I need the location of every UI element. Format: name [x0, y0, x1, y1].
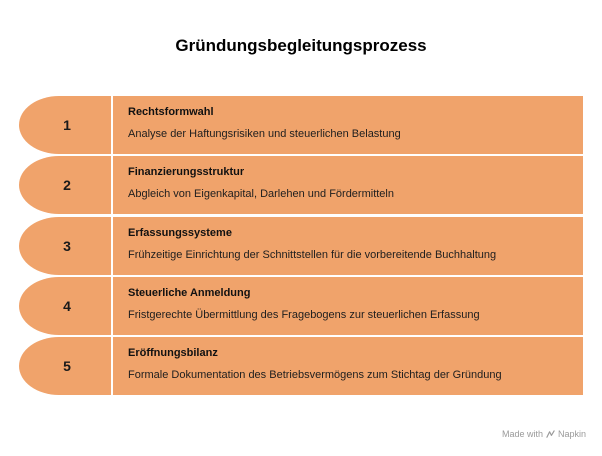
process-step	[19, 217, 583, 275]
step-number: 1	[63, 117, 71, 133]
step-number: 2	[63, 177, 71, 193]
step-number-badge	[19, 156, 111, 214]
step-content-box	[113, 156, 583, 214]
step-number-badge	[19, 217, 111, 275]
napkin-logo-icon	[546, 430, 555, 439]
step-title: Steuerliche Anmeldung	[128, 287, 251, 299]
step-number: 4	[63, 298, 71, 314]
made-with-label: Made with	[501, 429, 543, 439]
step-content-box	[113, 337, 583, 395]
step-description: Analyse der Haftungsrisiken und steuerlichen Belastung	[128, 128, 401, 140]
step-content-box	[113, 96, 583, 154]
step-number-badge	[19, 96, 111, 154]
step-number-badge	[19, 277, 111, 335]
diagram-title: Gründungsbegleitungsprozess	[175, 36, 427, 55]
process-step	[19, 337, 583, 395]
step-content-box	[113, 217, 583, 275]
step-description: Abgleich von Eigenkapital, Darlehen und Fördermitteln	[128, 188, 394, 200]
step-title: Erfassungssysteme	[128, 227, 232, 239]
step-title: Eröffnungsbilanz	[128, 347, 218, 359]
napkin-watermark	[502, 429, 586, 439]
step-content-box	[113, 277, 583, 335]
process-step	[19, 277, 583, 335]
step-title: Finanzierungsstruktur	[128, 166, 245, 178]
step-number-badge	[19, 337, 111, 395]
step-number: 5	[63, 358, 71, 374]
step-description: Formale Dokumentation des Betriebsvermögens zum Stichtag der Gründung	[128, 369, 502, 381]
process-step	[19, 156, 583, 214]
step-description: Fristgerechte Übermittlung des Fragebogens zur steuerlichen Erfassung	[128, 309, 480, 321]
step-description: Frühzeitige Einrichtung der Schnittstellen für die vorbereitende Buchhaltung	[128, 249, 497, 261]
step-number: 3	[63, 238, 71, 254]
step-title: Rechtsformwahl	[128, 106, 214, 118]
napkin-brand-label: Napkin	[557, 429, 586, 439]
process-step	[19, 96, 583, 154]
